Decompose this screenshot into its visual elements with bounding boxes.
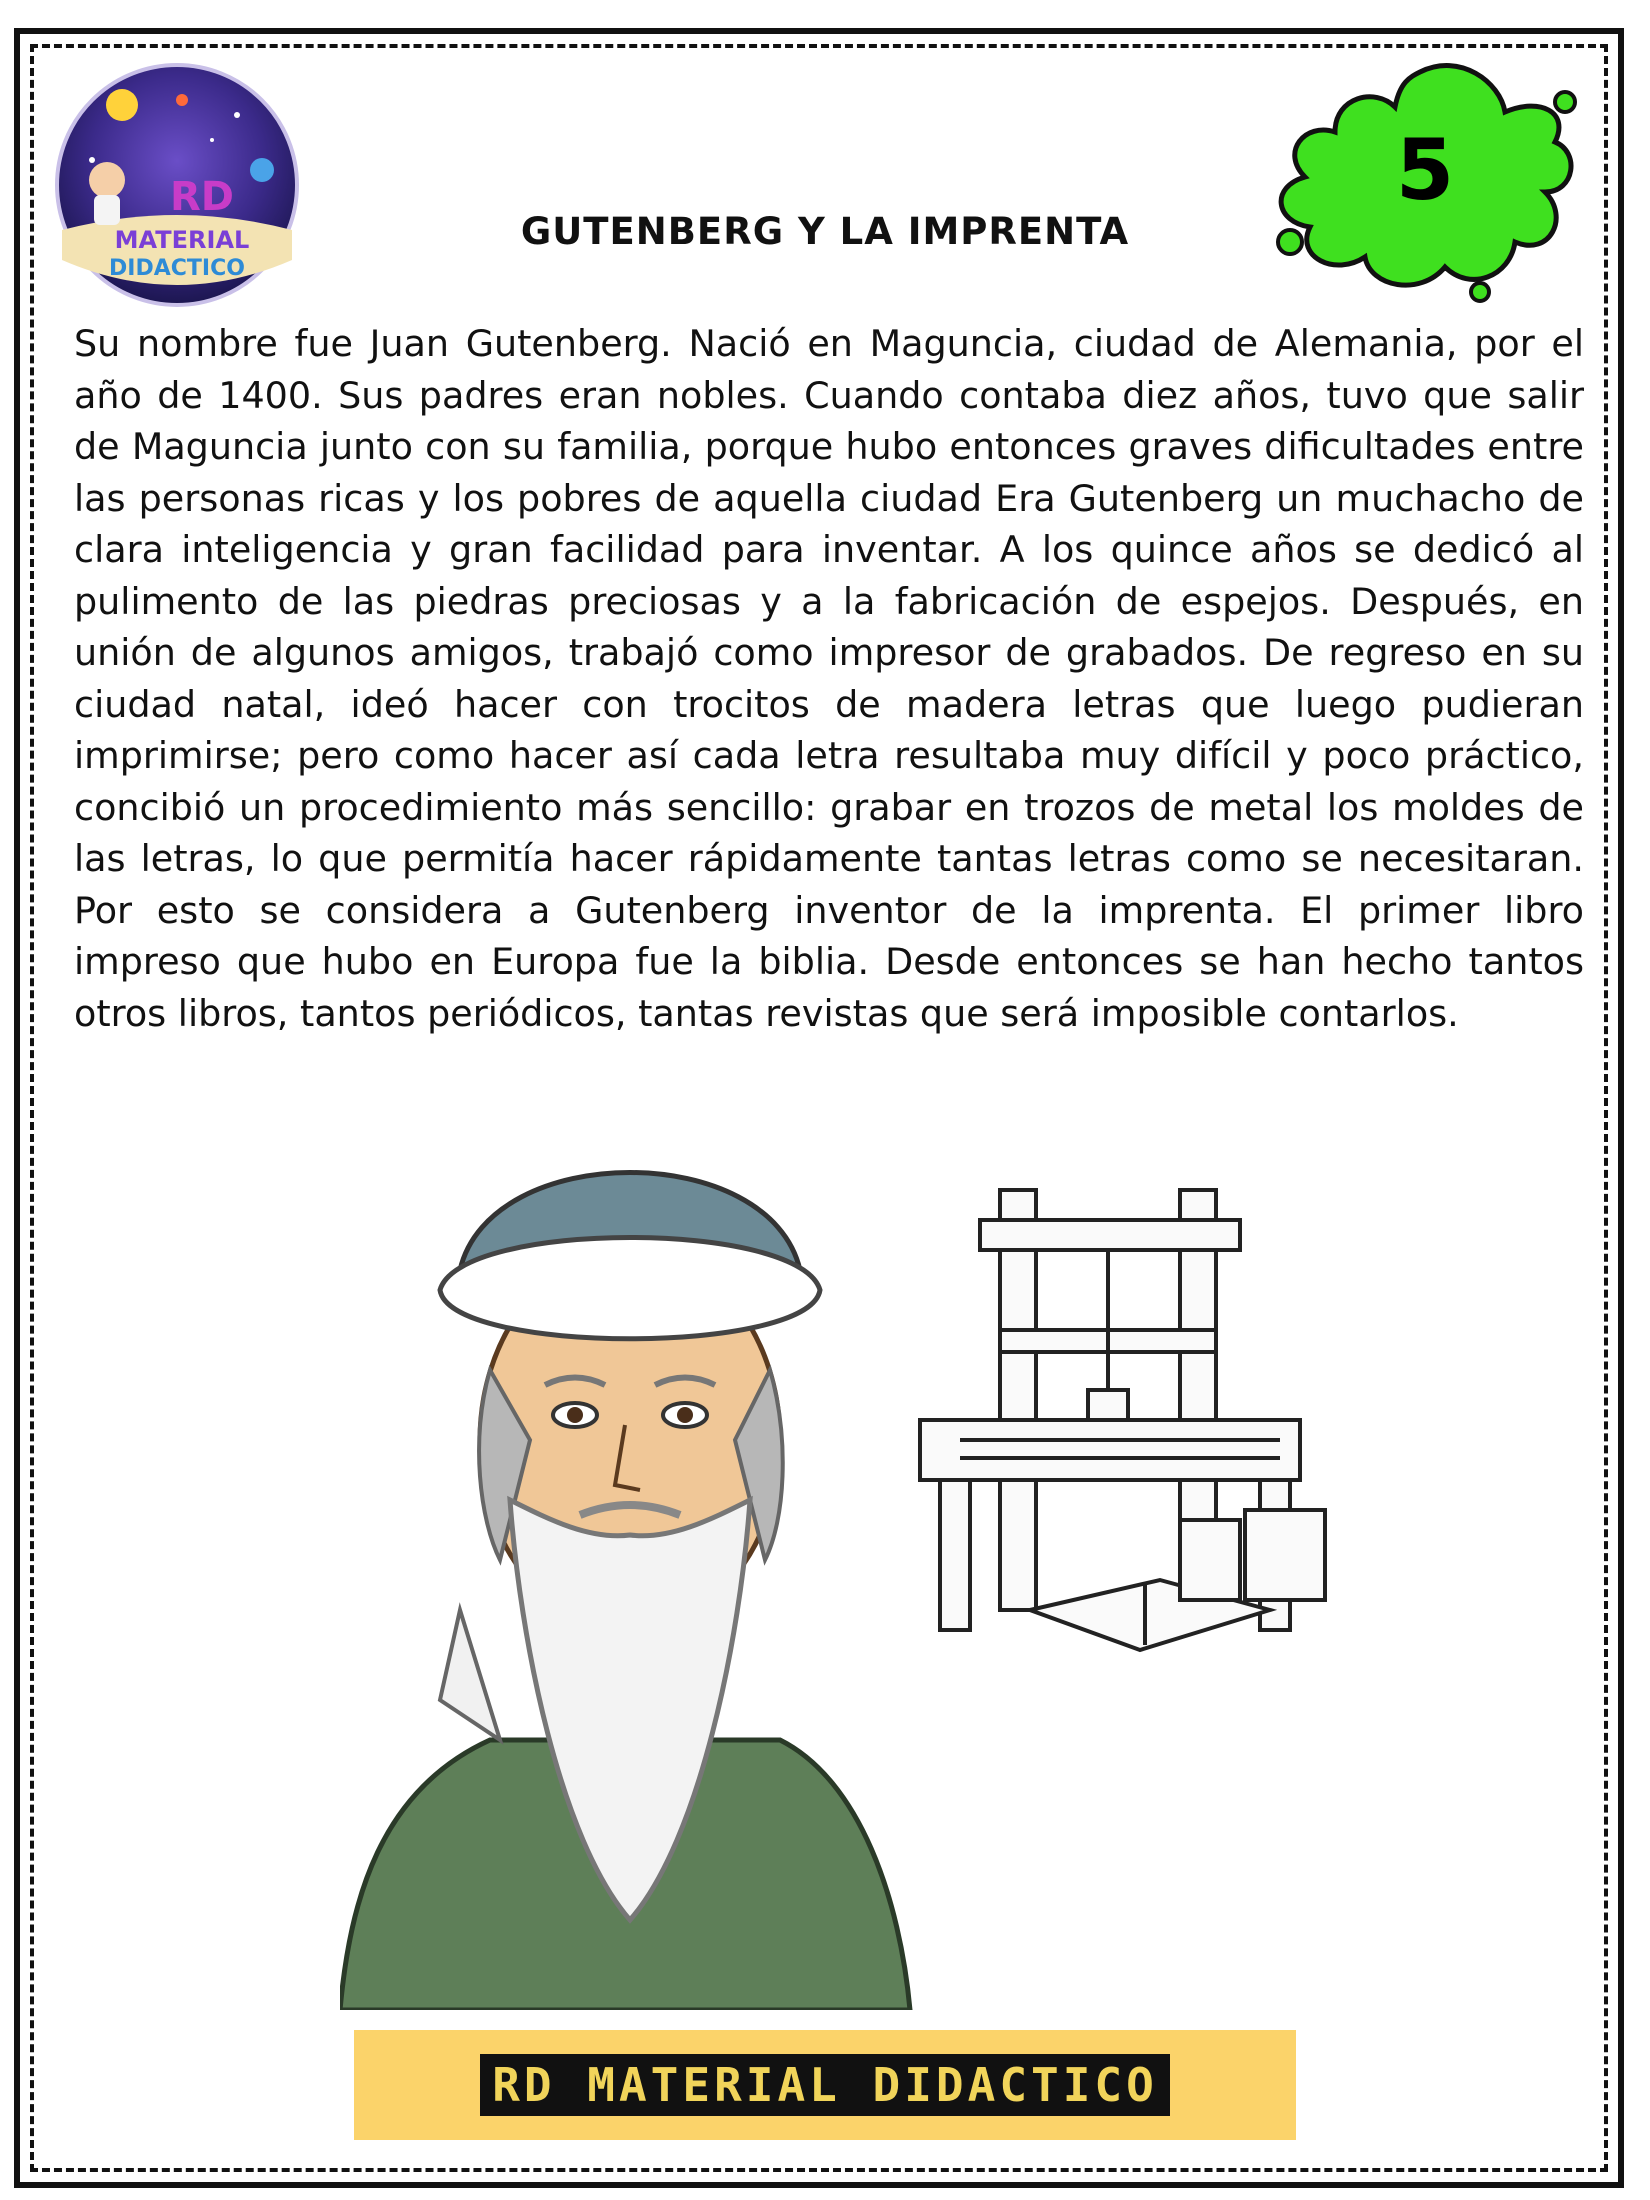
page-title: GUTENBERG Y LA IMPRENTA <box>520 210 1130 253</box>
logo-rd-text: RD <box>169 174 235 220</box>
number-badge <box>1250 42 1590 312</box>
story-paragraph: Su nombre fue Juan Gutenberg. Nació en Maguncia, ciudad de Alemania, por el año de 1400. Sus padres eran nobles. Cuando contaba diez años, tuvo que salir de Maguncia junto con su familia, porque hubo entonces graves dificultades entre las personas ricas y los pobres de aquella ciudad Era Gutenberg un muchacho de clara inteligencia y gran facilidad para inventar. A los quince años se dedicó al pulimento de las piedras preciosas y a la fabricación de espejos. Después, en unión de algunos amigos, trabajó como impresor de grabados. De regreso en su ciudad natal, ideó hacer con trocitos de madera letras que luego pudieran imprimirse; pero como hacer así cada letra resultaba muy difícil y poco práctico, concibió un procedimiento más sencillo: grabar en trozos de metal los moldes de las letras, lo que permitía hacer rápidamente tantas letras como se necesitaran. Por esto se considera a Gutenberg inventor de la imprenta. El primer libro impreso que hubo en Europa fue la biblia. Desde entonces se han hecho tantos otros libros, tantos periódicos, tantas revistas que será imposible contarlos. <box>74 322 1584 1035</box>
logo-material-text: MATERIAL <box>114 226 250 254</box>
gutenberg-portrait <box>340 1173 910 2011</box>
rd-material-didactico-logo <box>52 60 302 310</box>
footer-banner-text: RD MATERIAL DIDACTICO <box>480 2054 1170 2116</box>
printing-press-drawing <box>920 1190 1325 1650</box>
footer-banner <box>354 2030 1296 2140</box>
gutenberg-illustration <box>340 1140 1400 2010</box>
logo-didactico-text: DIDACTICO <box>109 256 245 281</box>
badge-number: 5 <box>1395 121 1455 219</box>
